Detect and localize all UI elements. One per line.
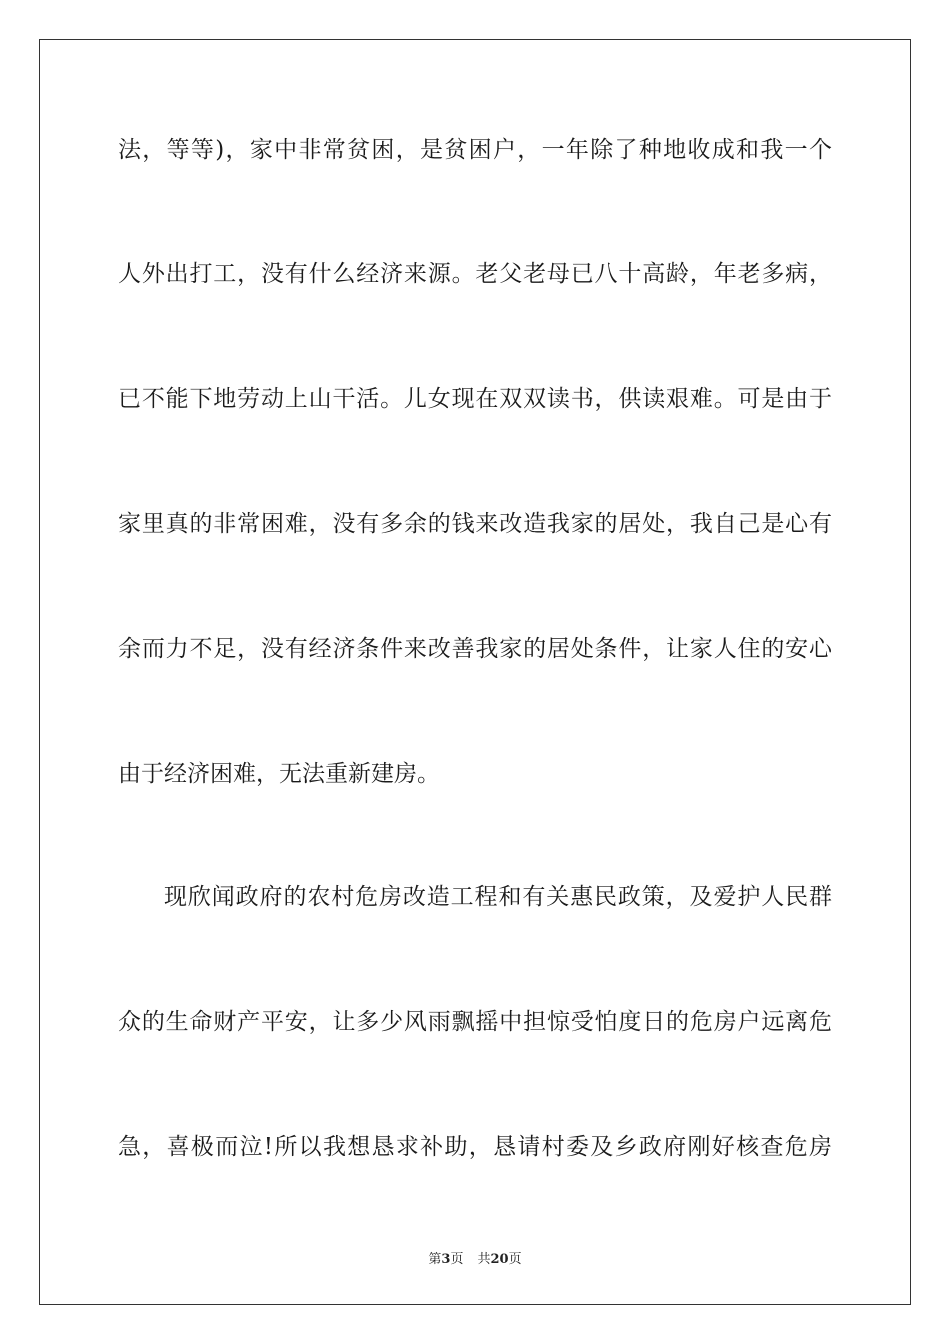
page-suffix: 页 — [450, 1252, 464, 1267]
text-line-3: 已不能下地劳动上山干活。儿女现在双双读书，供读艰难。可是由于 — [118, 386, 832, 412]
page-border — [39, 39, 911, 1305]
text-line-4: 家里真的非常困难，没有多余的钱来改造我家的居处，我自己是心有 — [118, 511, 832, 537]
page-prefix: 第 — [428, 1252, 442, 1267]
page-footer — [0, 1248, 950, 1267]
page-number: 3 — [441, 1252, 451, 1267]
text-line-5: 余而力不足，没有经济条件来改善我家的居处条件，让家人住的安心 — [118, 636, 832, 662]
total-suffix: 页 — [508, 1252, 522, 1267]
text-line-9: 急，喜极而泣!所以我想恳求补助，恳请村委及乡政府刚好核查危房 — [118, 1134, 832, 1160]
text-line-6: 由于经济困难，无法重新建房。 — [118, 761, 440, 787]
total-prefix: 共 — [477, 1252, 491, 1267]
text-line-2: 人外出打工，没有什么经济来源。老父老母已八十高龄，年老多病， — [118, 261, 832, 287]
text-line-7: 现欣闻政府的农村危房改造工程和有关惠民政策，及爱护人民群 — [164, 884, 832, 910]
total-pages: 20 — [490, 1252, 509, 1267]
text-line-1: 法，等等)，家中非常贫困，是贫困户，一年除了种地收成和我一个 — [118, 137, 832, 163]
text-line-8: 众的生命财产平安，让多少风雨飘摇中担惊受怕度日的危房户远离危 — [118, 1009, 832, 1035]
